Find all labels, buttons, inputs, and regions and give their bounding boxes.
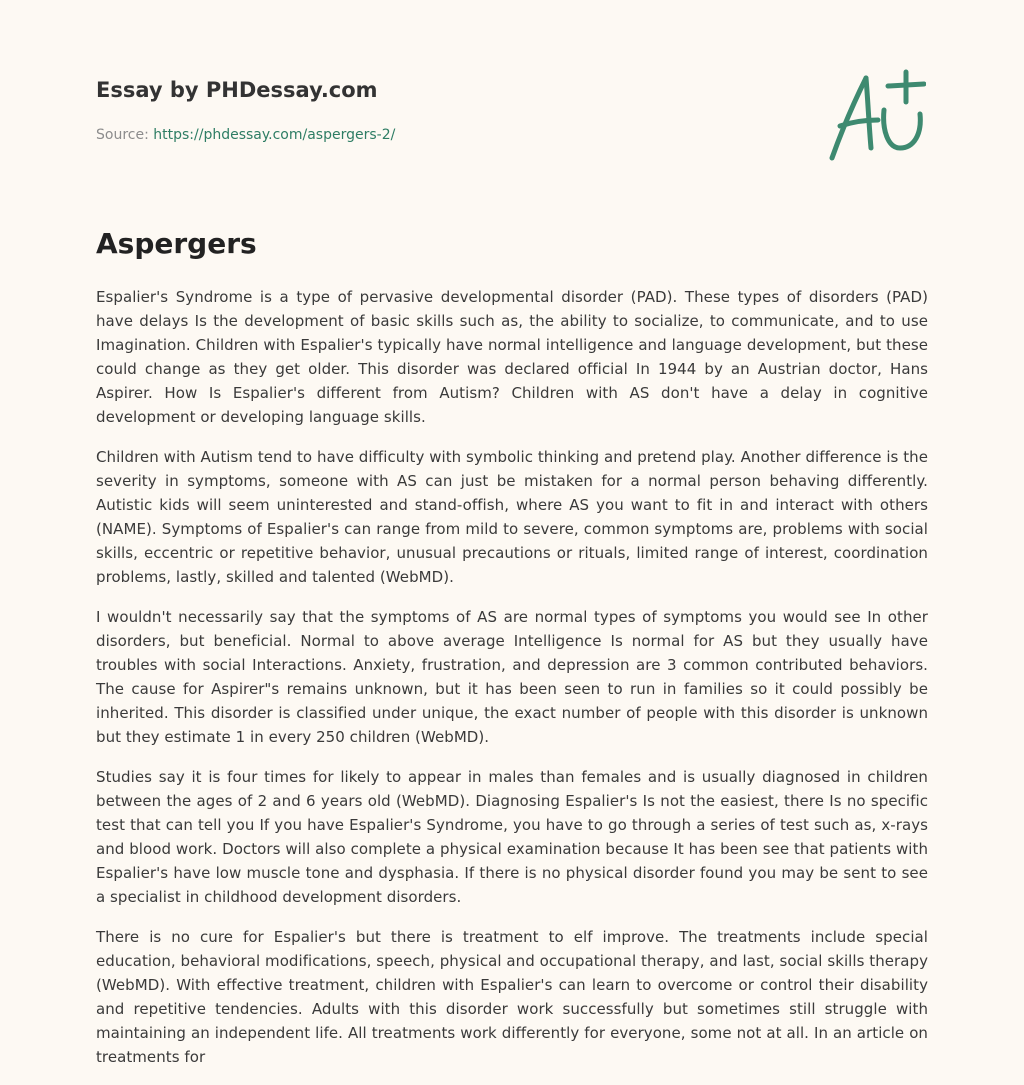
source-link[interactable]: https://phdessay.com/aspergers-2/ xyxy=(153,127,396,143)
essay-paragraph: There is no cure for Espalier's but there is treatment to elf improve. The treatments include special education, behavioral modifications, speech, physical and occupational therapy, and last, social skills therapy (WebMD). With effective treatment, children with Espalier's can learn to overcome or control their disability and repetitive tendencies. Adults with this disorder work successfully but sometimes still struggle with maintaining an independent life. All treatments work differently for everyone, some not at all. In an article on treatments for xyxy=(96,928,928,1066)
essay-header xyxy=(96,76,928,186)
essay-paragraph: Children with Autism tend to have difficulty with symbolic thinking and pretend play. Another difference is the severity in symptoms, someone with AS can just be mistaken for a normal person behaving differently. Autistic kids will seem uninterested and stand-offish, where AS you want to fit in and interact with others (NAME). Symptoms of Espalier's can range from mild to severe, common symptoms are, problems with social skills, eccentric or repetitive behavior, unusual precautions or rituals, limited range of interest, coordination problems, lastly, skilled and talented (WebMD). xyxy=(96,448,928,586)
essay-paragraph: I wouldn't necessarily say that the symptoms of AS are normal types of symptoms you would see In other disorders, but beneficial. Normal to above average Intelligence Is normal for AS but they usually have troubles with social Interactions. Anxiety, frustration, and depression are 3 common contributed behaviors. The cause for Aspirer"s remains unknown, but it has been seen to run in families so it could possibly be inherited. This disorder is classified under unique, the exact number of people with this disorder is unknown but they estimate 1 in every 250 children (WebMD). xyxy=(96,608,928,746)
essay-body xyxy=(96,285,928,1085)
essay-paragraph: Espalier's Syndrome is a type of pervasive developmental disorder (PAD). These types of disorders (PAD) have delays Is the development of basic skills such as, the ability to socialize, to communicate, and to use Imagination. Children with Espalier's typically have normal intelligence and language development, but these could change as they get older. This disorder was declared official In 1944 by an Austrian doctor, Hans Aspirer. How Is Espalier's different from Autism? Children with AS don't have a delay in cognitive development or developing language skills. xyxy=(96,288,928,426)
essay-paragraph: Studies say it is four times for likely to appear in males than females and is usually diagnosed in children between the ages of 2 and 6 years old (WebMD). Diagnosing Espalier's Is not the easiest, there Is no specific test that can tell you If you have Espalier's Syndrome, you have to go through a series of test such as, x-rays and blood work. Doctors will also complete a physical examination because It has been see that patients with Espalier's have low muscle tone and dysphasia. If there is no physical disorder found you may be sent to see a specialist in childhood development disorders. xyxy=(96,768,928,906)
source-label: Source: xyxy=(96,127,149,143)
source-line xyxy=(96,125,928,145)
a-plus-logo-icon xyxy=(826,68,926,164)
brand-title: Essay by PHDessay.com xyxy=(96,78,378,102)
essay-title: Aspergers xyxy=(96,227,257,260)
